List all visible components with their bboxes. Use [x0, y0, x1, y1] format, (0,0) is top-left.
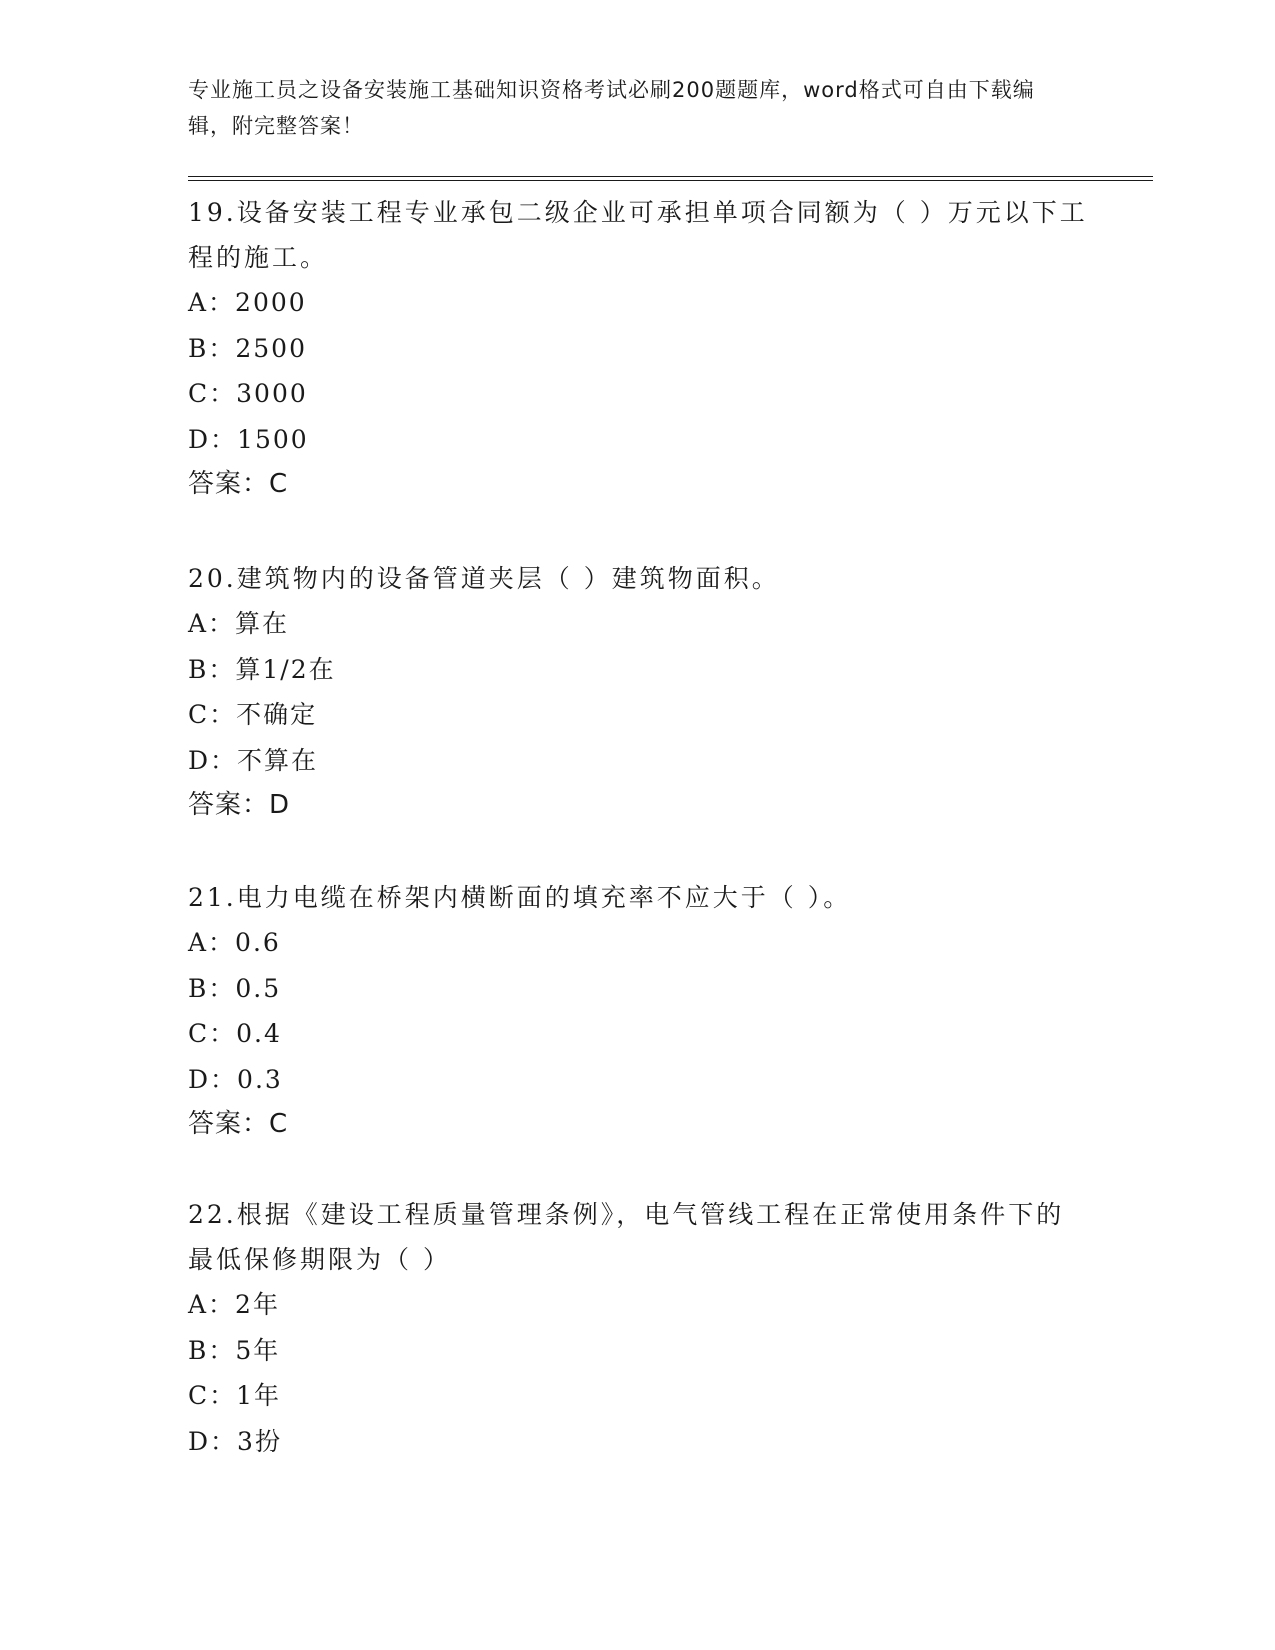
option-d: D：1500 — [188, 424, 309, 454]
option-a: A：算在 — [188, 609, 290, 638]
answer-text: 答案：D — [188, 790, 291, 820]
question-19 — [188, 190, 1088, 506]
option-c: C：0.4 — [188, 1019, 282, 1048]
question-20 — [188, 556, 1088, 827]
option-c: C：不确定 — [188, 700, 318, 729]
option-a: A：2年 — [188, 1290, 280, 1319]
option-list — [188, 920, 1088, 1102]
question-stem: 19.设备安装工程专业承包二级企业可承担单项合同额为（ ）万元以下工程的施工。 — [188, 198, 1088, 272]
option-list — [188, 601, 1088, 783]
option-c: C：3000 — [188, 379, 308, 408]
option-b: B：算1/2在 — [188, 654, 336, 684]
option-list — [188, 1282, 1088, 1464]
option-b: B：2500 — [188, 333, 307, 363]
question-stem: 22.根据《建设工程质量管理条例》，电气管线工程在正常使用条件下的最低保修期限为（ ） — [188, 1200, 1065, 1274]
answer-text: 答案：C — [188, 1109, 289, 1139]
question-stem: 21.电力电缆在桥架内横断面的填充率不应大于（ ）。 — [188, 883, 852, 912]
question-22 — [188, 1192, 1088, 1464]
question-21 — [188, 875, 1088, 1146]
option-list — [188, 280, 1088, 462]
header-divider-secondary — [188, 180, 1153, 181]
option-d: D：0.3 — [188, 1064, 283, 1094]
document-header: 专业施工员之设备安装施工基础知识资格考试必刷200题题库，word格式可自由下载编辑，附完整答案！ — [188, 78, 1035, 138]
question-stem: 20.建筑物内的设备管道夹层（ ）建筑物面积。 — [188, 564, 780, 593]
option-a: A：0.6 — [188, 928, 281, 957]
header-divider — [188, 176, 1153, 177]
option-b: B：0.5 — [188, 973, 282, 1003]
option-a: A：2000 — [188, 288, 307, 317]
option-b: B：5年 — [188, 1335, 281, 1365]
option-d: D：不算在 — [188, 745, 319, 775]
option-c: C：1年 — [188, 1381, 282, 1410]
option-d: D：3扮 — [188, 1426, 282, 1456]
answer-text: 答案：C — [188, 469, 289, 499]
